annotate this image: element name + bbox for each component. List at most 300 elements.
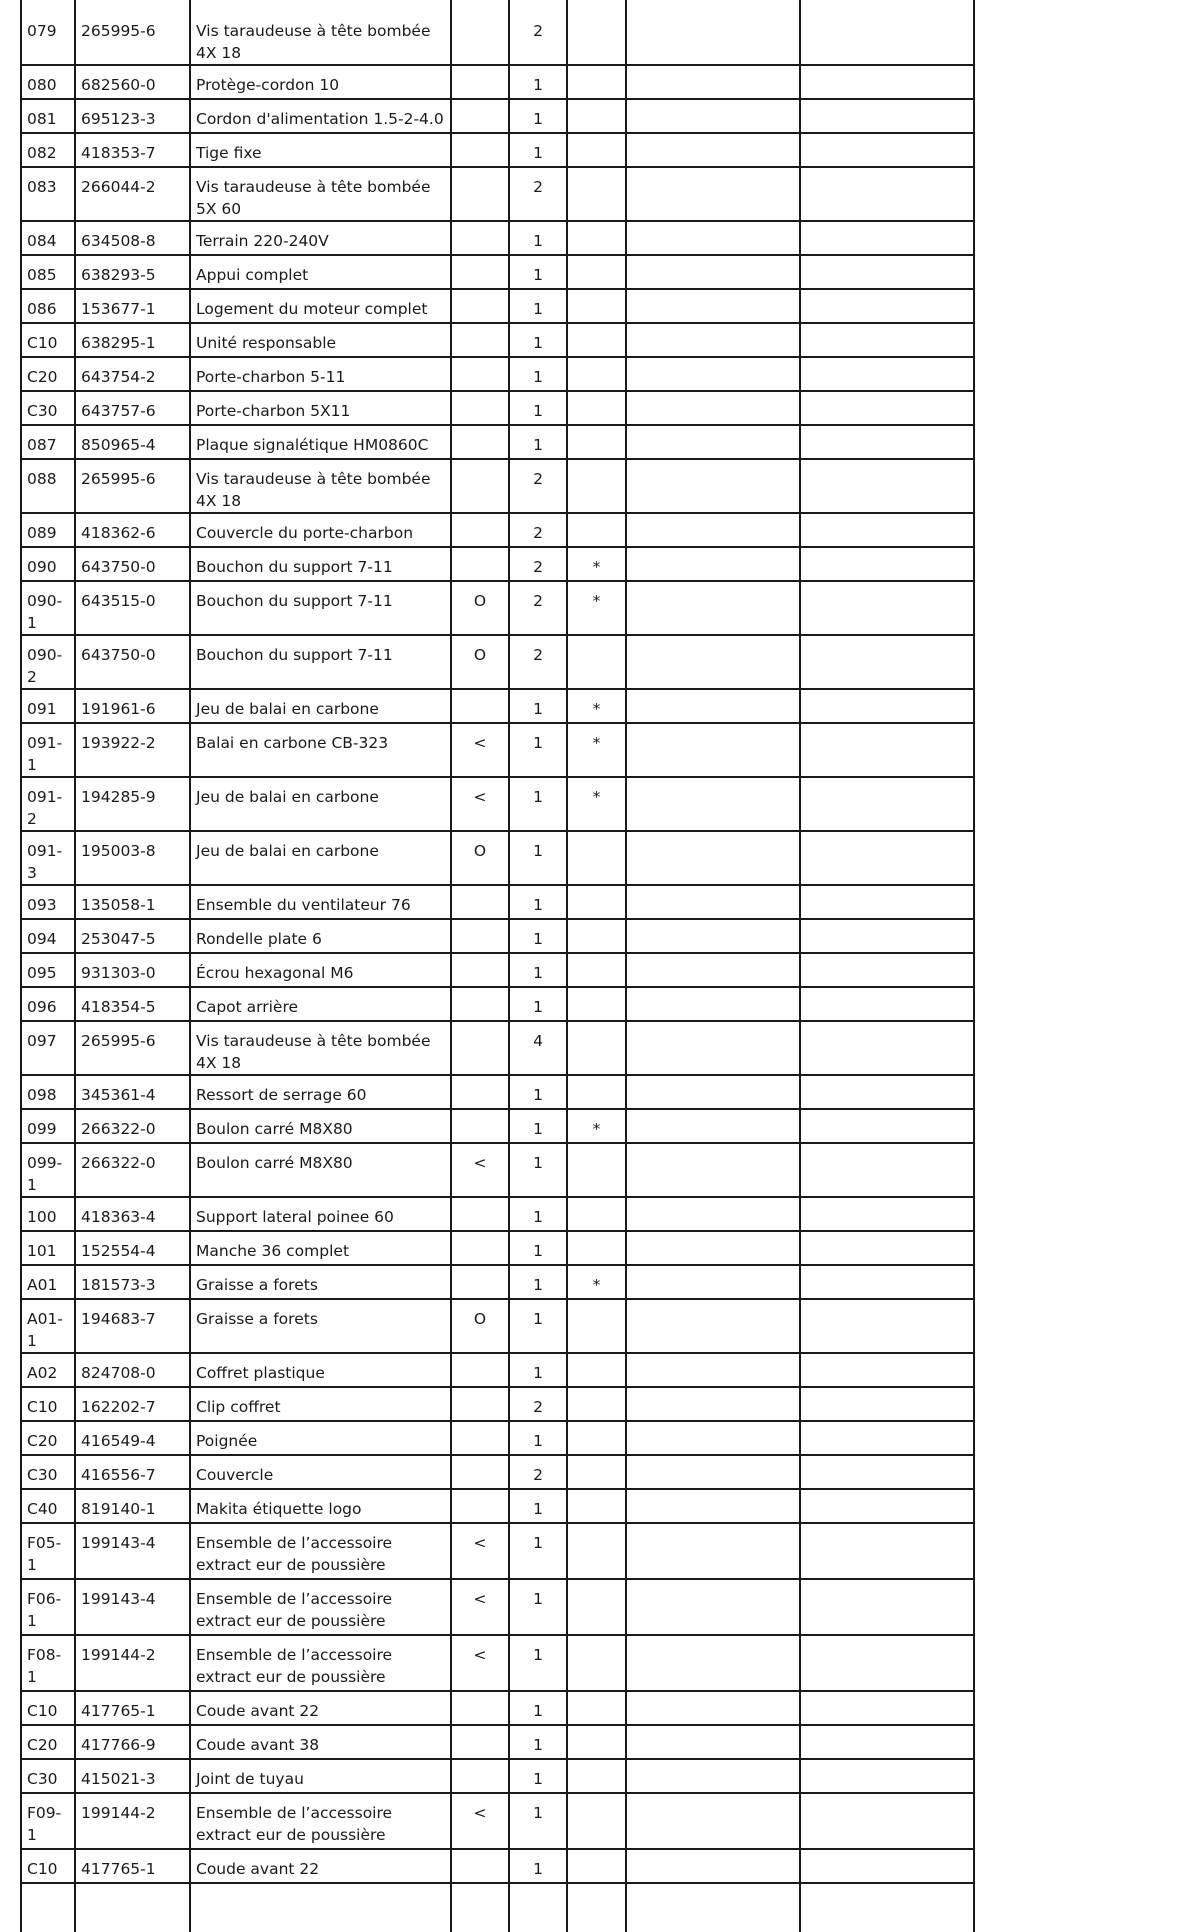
blank-cell [626, 1299, 800, 1353]
blank-cell [626, 723, 800, 777]
symbol-cell [451, 1759, 509, 1793]
blank-cell [800, 167, 974, 221]
table-row [21, 391, 974, 425]
part-number-cell: 417765-1 [75, 1691, 190, 1725]
part-number-cell: 265995-6 [75, 1021, 190, 1075]
ref-number-cell: C10 [21, 1691, 75, 1725]
table-row [21, 323, 974, 357]
ref-number-cell: 100 [21, 1197, 75, 1231]
note-cell [567, 323, 626, 357]
symbol-cell [451, 99, 509, 133]
quantity-cell: 1 [509, 221, 567, 255]
symbol-cell [451, 1265, 509, 1299]
description-cell: Coude avant 38 [190, 1725, 451, 1759]
note-cell [567, 1299, 626, 1353]
blank-cell [800, 255, 974, 289]
description-cell: Appui complet [190, 255, 451, 289]
quantity-cell: 1 [509, 1489, 567, 1523]
symbol-cell: < [451, 1635, 509, 1691]
ref-number-cell: 081 [21, 99, 75, 133]
part-number-cell: 162202-7 [75, 1387, 190, 1421]
blank-cell [800, 133, 974, 167]
description-cell: Coude avant 22 [190, 1849, 451, 1883]
symbol-cell [451, 987, 509, 1021]
part-number-cell: 638295-1 [75, 323, 190, 357]
symbol-cell [451, 1021, 509, 1075]
note-cell [567, 1489, 626, 1523]
blank-cell [800, 357, 974, 391]
description-cell: Poignée [190, 1421, 451, 1455]
blank-cell [800, 831, 974, 885]
blank-cell [626, 953, 800, 987]
blank-cell [800, 1725, 974, 1759]
part-number-cell: 135058-1 [75, 885, 190, 919]
part-number-cell: 643757-6 [75, 391, 190, 425]
note-cell [567, 1421, 626, 1455]
part-number-cell: 643750-0 [75, 635, 190, 689]
part-number-cell: 195003-8 [75, 831, 190, 885]
description-cell: Jeu de balai en carbone [190, 689, 451, 723]
blank-cell [626, 547, 800, 581]
note-cell [567, 255, 626, 289]
ref-number-cell: 086 [21, 289, 75, 323]
quantity-cell: 2 [509, 167, 567, 221]
quantity-cell: 1 [509, 1793, 567, 1849]
description-cell: Graisse a forets [190, 1265, 451, 1299]
quantity-cell: 1 [509, 1635, 567, 1691]
symbol-cell [451, 391, 509, 425]
symbol-cell [451, 1353, 509, 1387]
description-cell: Vis taraudeuse à tête bombée 4X 18 [190, 459, 451, 513]
part-number-cell: 194285-9 [75, 777, 190, 831]
ref-number-cell: 096 [21, 987, 75, 1021]
description-cell: Balai en carbone CB-323 [190, 723, 451, 777]
quantity-cell: 1 [509, 953, 567, 987]
note-cell [567, 459, 626, 513]
blank-cell [626, 1793, 800, 1849]
blank-cell [190, 1883, 451, 1932]
part-number-cell: 266322-0 [75, 1143, 190, 1197]
part-number-cell: 199143-4 [75, 1523, 190, 1579]
blank-cell [626, 1021, 800, 1075]
blank-cell [567, 1883, 626, 1932]
ref-number-cell: C20 [21, 1725, 75, 1759]
blank-cell [451, 1883, 509, 1932]
table-row [21, 689, 974, 723]
table-row [21, 357, 974, 391]
description-cell: Couvercle [190, 1455, 451, 1489]
ref-number-cell: C10 [21, 1387, 75, 1421]
description-cell: Unité responsable [190, 323, 451, 357]
ref-number-cell: C30 [21, 391, 75, 425]
ref-number-cell: F06-1 [21, 1579, 75, 1635]
blank-cell [626, 99, 800, 133]
symbol-cell: O [451, 1299, 509, 1353]
note-cell [567, 1455, 626, 1489]
quantity-cell: 1 [509, 723, 567, 777]
ref-number-cell: 091-2 [21, 777, 75, 831]
table-row [21, 1265, 974, 1299]
symbol-cell [451, 1849, 509, 1883]
blank-cell [800, 65, 974, 99]
blank-cell [626, 459, 800, 513]
blank-cell [800, 1299, 974, 1353]
blank-cell [21, 1883, 75, 1932]
description-cell: Clip coffret [190, 1387, 451, 1421]
symbol-cell [451, 1421, 509, 1455]
note-cell [567, 1725, 626, 1759]
blank-cell [800, 1109, 974, 1143]
symbol-cell [451, 133, 509, 167]
table-row [21, 0, 974, 65]
part-number-cell: 824708-0 [75, 1353, 190, 1387]
part-number-cell: 193922-2 [75, 723, 190, 777]
part-number-cell: 194683-7 [75, 1299, 190, 1353]
ref-number-cell: 080 [21, 65, 75, 99]
table-row [21, 723, 974, 777]
blank-cell [800, 221, 974, 255]
table-row [21, 1387, 974, 1421]
description-cell: Graisse a forets [190, 1299, 451, 1353]
description-cell: Ensemble de l’accessoire extract eur de poussière [190, 1523, 451, 1579]
blank-cell [626, 425, 800, 459]
description-cell: Boulon carré M8X80 [190, 1143, 451, 1197]
quantity-cell: 1 [509, 987, 567, 1021]
blank-cell [800, 391, 974, 425]
symbol-cell [451, 255, 509, 289]
description-cell: Ensemble de l’accessoire extract eur de poussière [190, 1635, 451, 1691]
blank-cell [626, 221, 800, 255]
blank-cell [626, 1109, 800, 1143]
description-cell: Coude avant 22 [190, 1691, 451, 1725]
description-cell: Vis taraudeuse à tête bombée 5X 60 [190, 167, 451, 221]
ref-number-cell: 088 [21, 459, 75, 513]
ref-number-cell: 085 [21, 255, 75, 289]
blank-cell [626, 1421, 800, 1455]
symbol-cell [451, 1691, 509, 1725]
blank-cell [800, 919, 974, 953]
note-cell [567, 221, 626, 255]
note-cell [567, 391, 626, 425]
blank-cell [800, 723, 974, 777]
part-number-cell: 266044-2 [75, 167, 190, 221]
table-row [21, 1143, 974, 1197]
description-cell: Manche 36 complet [190, 1231, 451, 1265]
part-number-cell: 643515-0 [75, 581, 190, 635]
blank-cell [626, 1523, 800, 1579]
description-cell: Écrou hexagonal M6 [190, 953, 451, 987]
note-cell [567, 1353, 626, 1387]
quantity-cell: 1 [509, 777, 567, 831]
ref-number-cell: 091-1 [21, 723, 75, 777]
part-number-cell: 634508-8 [75, 221, 190, 255]
symbol-cell: < [451, 777, 509, 831]
quantity-cell: 1 [509, 1579, 567, 1635]
quantity-cell: 1 [509, 919, 567, 953]
note-cell: * [567, 1265, 626, 1299]
part-number-cell: 418354-5 [75, 987, 190, 1021]
blank-cell [800, 513, 974, 547]
blank-cell [626, 1197, 800, 1231]
blank-cell [800, 459, 974, 513]
symbol-cell: < [451, 1143, 509, 1197]
note-cell [567, 1523, 626, 1579]
table-row [21, 1759, 974, 1793]
quantity-cell: 1 [509, 323, 567, 357]
description-cell: Support lateral poinee 60 [190, 1197, 451, 1231]
ref-number-cell: 099 [21, 1109, 75, 1143]
blank-cell [800, 1197, 974, 1231]
note-cell [567, 289, 626, 323]
blank-cell [509, 1883, 567, 1932]
blank-cell [626, 919, 800, 953]
description-cell: Jeu de balai en carbone [190, 777, 451, 831]
table-row [21, 513, 974, 547]
part-number-cell: 418362-6 [75, 513, 190, 547]
ref-number-cell: 091 [21, 689, 75, 723]
description-cell: Bouchon du support 7-11 [190, 581, 451, 635]
blank-cell [626, 1759, 800, 1793]
blank-cell [626, 1455, 800, 1489]
symbol-cell: < [451, 1579, 509, 1635]
description-cell: Makita étiquette logo [190, 1489, 451, 1523]
symbol-cell [451, 1075, 509, 1109]
blank-cell [75, 1883, 190, 1932]
parts-table-body [21, 0, 974, 1932]
note-cell [567, 425, 626, 459]
table-row [21, 1849, 974, 1883]
description-cell: Vis taraudeuse à tête bombée 4X 18 [190, 1021, 451, 1075]
description-cell: Porte-charbon 5-11 [190, 357, 451, 391]
symbol-cell [451, 689, 509, 723]
quantity-cell: 1 [509, 1523, 567, 1579]
quantity-cell: 1 [509, 1265, 567, 1299]
ref-number-cell: 082 [21, 133, 75, 167]
blank-cell [800, 289, 974, 323]
symbol-cell: O [451, 831, 509, 885]
note-cell [567, 919, 626, 953]
blank-cell [626, 1143, 800, 1197]
blank-cell [626, 65, 800, 99]
part-number-cell: 417766-9 [75, 1725, 190, 1759]
note-cell: * [567, 777, 626, 831]
description-cell: Bouchon du support 7-11 [190, 547, 451, 581]
ref-number-cell: A02 [21, 1353, 75, 1387]
ref-number-cell: 098 [21, 1075, 75, 1109]
quantity-cell: 1 [509, 1231, 567, 1265]
symbol-cell [451, 1109, 509, 1143]
table-row [21, 1353, 974, 1387]
symbol-cell [451, 953, 509, 987]
quantity-cell: 1 [509, 133, 567, 167]
ref-number-cell: C30 [21, 1759, 75, 1793]
description-cell: Boulon carré M8X80 [190, 1109, 451, 1143]
blank-cell [626, 689, 800, 723]
symbol-cell [451, 1387, 509, 1421]
quantity-cell: 1 [509, 289, 567, 323]
symbol-cell [451, 357, 509, 391]
part-number-cell: 417765-1 [75, 1849, 190, 1883]
quantity-cell: 2 [509, 459, 567, 513]
blank-cell [800, 99, 974, 133]
table-row [21, 133, 974, 167]
symbol-cell [451, 1197, 509, 1231]
blank-cell [800, 1793, 974, 1849]
note-cell [567, 513, 626, 547]
symbol-cell [451, 0, 509, 65]
quantity-cell: 1 [509, 391, 567, 425]
blank-cell [800, 953, 974, 987]
blank-cell [626, 987, 800, 1021]
blank-cell [800, 1143, 974, 1197]
quantity-cell: 1 [509, 1299, 567, 1353]
table-row [21, 777, 974, 831]
blank-cell [800, 1489, 974, 1523]
quantity-cell: 1 [509, 885, 567, 919]
table-row [21, 885, 974, 919]
ref-number-cell: 091-3 [21, 831, 75, 885]
blank-cell [800, 547, 974, 581]
note-cell [567, 1759, 626, 1793]
note-cell [567, 1793, 626, 1849]
symbol-cell [451, 221, 509, 255]
part-number-cell: 695123-3 [75, 99, 190, 133]
description-cell: Joint de tuyau [190, 1759, 451, 1793]
description-cell: Vis taraudeuse à tête bombée 4X 18 [190, 0, 451, 65]
blank-cell [800, 635, 974, 689]
blank-cell [626, 167, 800, 221]
table-row [21, 581, 974, 635]
blank-cell [800, 1849, 974, 1883]
symbol-cell [451, 65, 509, 99]
description-cell: Ensemble du ventilateur 76 [190, 885, 451, 919]
ref-number-cell: 090-2 [21, 635, 75, 689]
table-row [21, 425, 974, 459]
note-cell [567, 1387, 626, 1421]
symbol-cell [451, 1231, 509, 1265]
blank-cell [626, 357, 800, 391]
ref-number-cell: 097 [21, 1021, 75, 1075]
note-cell [567, 357, 626, 391]
part-number-cell: 931303-0 [75, 953, 190, 987]
blank-cell [626, 581, 800, 635]
description-cell: Ensemble de l’accessoire extract eur de poussière [190, 1579, 451, 1635]
table-row [21, 1725, 974, 1759]
part-number-cell: 345361-4 [75, 1075, 190, 1109]
table-row [21, 1075, 974, 1109]
table-row [21, 547, 974, 581]
quantity-cell: 1 [509, 425, 567, 459]
table-row [21, 167, 974, 221]
quantity-cell: 1 [509, 1849, 567, 1883]
ref-number-cell: C20 [21, 1421, 75, 1455]
note-cell [567, 885, 626, 919]
part-number-cell: 682560-0 [75, 65, 190, 99]
ref-number-cell: A01-1 [21, 1299, 75, 1353]
note-cell [567, 1021, 626, 1075]
table-row [21, 255, 974, 289]
table-row [21, 65, 974, 99]
parts-table [20, 0, 975, 1932]
table-row [21, 1231, 974, 1265]
description-cell: Ensemble de l’accessoire extract eur de poussière [190, 1793, 451, 1849]
ref-number-cell: 084 [21, 221, 75, 255]
part-number-cell: 152554-4 [75, 1231, 190, 1265]
note-cell [567, 0, 626, 65]
note-cell [567, 1579, 626, 1635]
ref-number-cell: 099-1 [21, 1143, 75, 1197]
note-cell [567, 1231, 626, 1265]
part-number-cell: 416556-7 [75, 1455, 190, 1489]
blank-cell [800, 1075, 974, 1109]
part-number-cell: 643754-2 [75, 357, 190, 391]
table-row [21, 1489, 974, 1523]
part-number-cell: 415021-3 [75, 1759, 190, 1793]
ref-number-cell: C20 [21, 357, 75, 391]
blank-cell [800, 1883, 974, 1932]
ref-number-cell: 079 [21, 0, 75, 65]
blank-cell [800, 1523, 974, 1579]
blank-cell [800, 1265, 974, 1299]
table-row [21, 1579, 974, 1635]
ref-number-cell: 083 [21, 167, 75, 221]
part-number-cell: 850965-4 [75, 425, 190, 459]
ref-number-cell: 090 [21, 547, 75, 581]
quantity-cell: 1 [509, 1109, 567, 1143]
description-cell: Jeu de balai en carbone [190, 831, 451, 885]
note-cell [567, 1075, 626, 1109]
blank-cell [626, 635, 800, 689]
note-cell: * [567, 723, 626, 777]
blank-cell [626, 1353, 800, 1387]
part-number-cell: 191961-6 [75, 689, 190, 723]
description-cell: Ressort de serrage 60 [190, 1075, 451, 1109]
part-number-cell: 253047-5 [75, 919, 190, 953]
ref-number-cell: 094 [21, 919, 75, 953]
symbol-cell [451, 289, 509, 323]
ref-number-cell: 093 [21, 885, 75, 919]
blank-cell [626, 323, 800, 357]
blank-cell [800, 885, 974, 919]
quantity-cell: 1 [509, 831, 567, 885]
quantity-cell: 1 [509, 1353, 567, 1387]
table-row [21, 221, 974, 255]
quantity-cell: 2 [509, 513, 567, 547]
table-row [21, 1691, 974, 1725]
blank-cell [626, 777, 800, 831]
ref-number-cell: C10 [21, 323, 75, 357]
symbol-cell [451, 547, 509, 581]
quantity-cell: 2 [509, 1455, 567, 1489]
blank-cell [626, 1849, 800, 1883]
blank-cell [626, 885, 800, 919]
table-row [21, 831, 974, 885]
note-cell [567, 99, 626, 133]
ref-number-cell: C40 [21, 1489, 75, 1523]
blank-cell [800, 1353, 974, 1387]
part-number-cell: 265995-6 [75, 0, 190, 65]
blank-cell [626, 0, 800, 65]
blank-cell [626, 1387, 800, 1421]
note-cell [567, 65, 626, 99]
blank-cell [626, 1075, 800, 1109]
blank-cell [800, 689, 974, 723]
description-cell: Bouchon du support 7-11 [190, 635, 451, 689]
symbol-cell [451, 1455, 509, 1489]
ref-number-cell: 090-1 [21, 581, 75, 635]
table-row [21, 635, 974, 689]
symbol-cell [451, 167, 509, 221]
